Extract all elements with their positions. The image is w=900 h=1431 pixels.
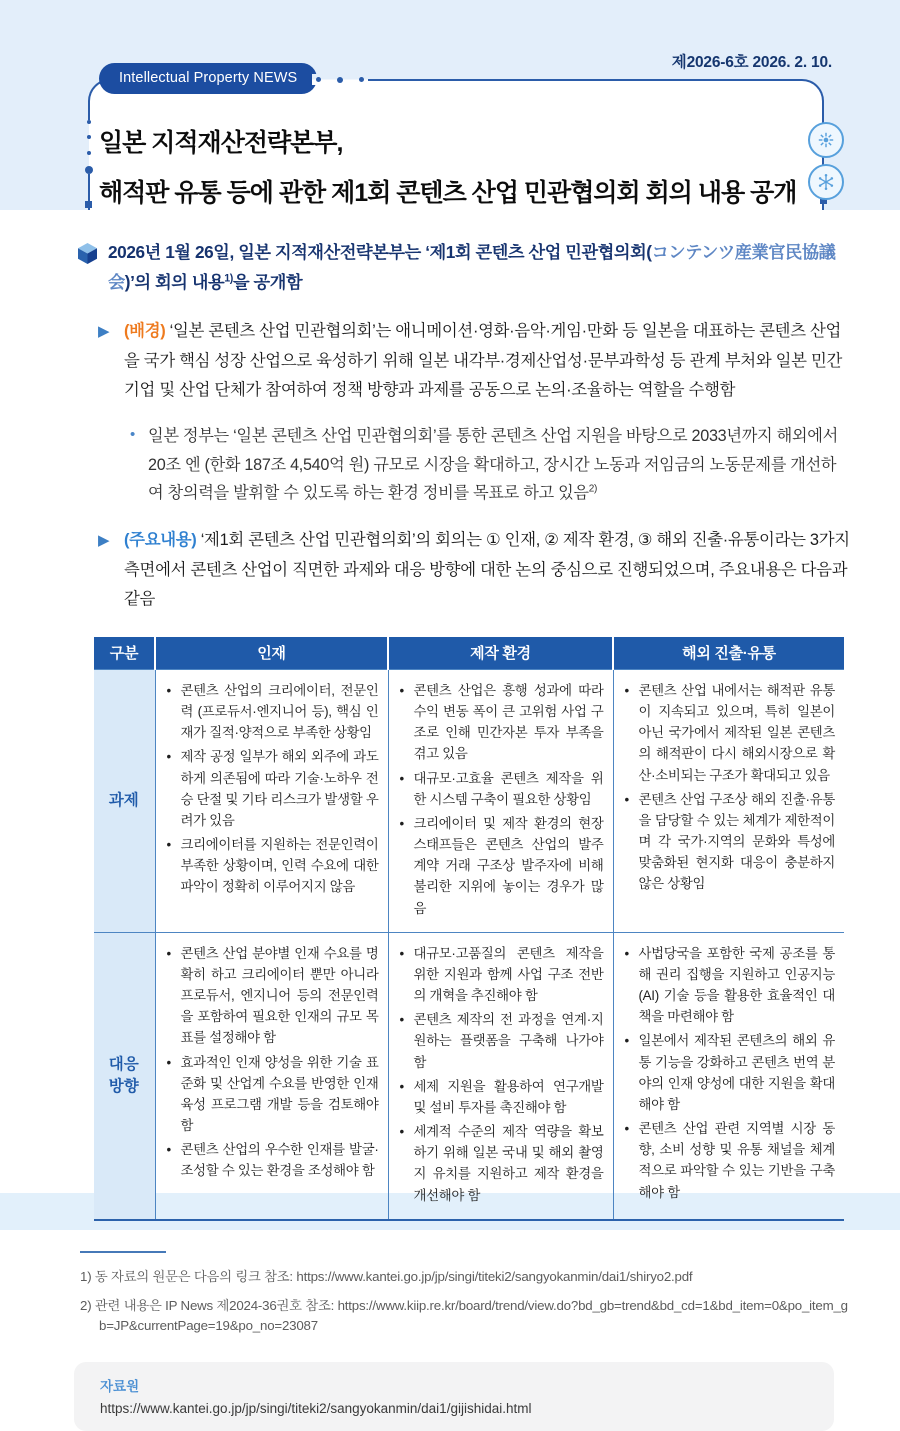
table-cell-bullet: • 세제 지원을 활용하여 연구개발 및 설비 투자를 촉진해야 함 <box>397 1076 604 1118</box>
table-cell-bullet: • 콘텐츠 제작의 전 과정을 연계·지원하는 플랫폼을 구축해 나가야 함 <box>397 1009 604 1073</box>
table-cell-bullet: • 일본에서 제작된 콘텐츠의 해외 유통 기능을 강화하고 콘텐츠 번역 분야의 인재 양성에 대한 지원을 확대해야 함 <box>622 1030 836 1115</box>
cell-responses-talent <box>155 932 388 1220</box>
footnote-2 <box>80 1296 850 1336</box>
table-cell-bullet: • 사법당국을 포함한 국제 공조를 통해 권리 집행을 지원하고 인공지능(AI) 기술 등을 활용한 효율적인 대책을 마련해야 함 <box>622 943 836 1028</box>
table-cell-bullet: • 콘텐츠 산업의 우수한 인재를 발굴·조성할 수 있는 환경을 조성해야 함 <box>164 1139 379 1181</box>
main-points-text: ‘제1회 콘텐츠 산업 민관협의회’의 회의는 ① 인재, ② 제작 환경, ③ 해외 진출·유통이라는 3가지 측면에서 콘텐츠 산업이 직면한 과제와 대응 방향에 대한 논의 중심으로 진행되었으며, 주요내용은 다음과 같음 <box>124 531 850 609</box>
background-subtext: 일본 정부는 ‘일본 콘텐츠 산업 민관협의회’를 통한 콘텐츠 산업 지원을 바탕으로 2033년까지 해외에서 20조 엔 (한화 187조 4,540억 원) 규모로 시장을 확대하고, 장시간 노동과 저임금의 노동문제를 개선하여 창의력을 발휘할 수 있도록 하는 환경 정비를 목표로 하고 있음 <box>148 426 838 503</box>
ornament-circle-sun-icon <box>808 122 844 158</box>
footnote-divider <box>80 1251 166 1253</box>
cell-challenges-overseas <box>613 669 844 932</box>
cell-challenges-talent <box>155 669 388 932</box>
background-marker: (배경) <box>124 322 166 341</box>
intro-mid: )’의 회의 내용 <box>124 271 225 292</box>
footnote-ref-2: 2) <box>588 484 598 496</box>
table-cell-bullet: • 크리에이터를 지원하는 전문인력이 부족한 상황이며, 인력 수요에 대한 파악이 정확히 이루어지지 않음 <box>164 834 379 898</box>
footnote-1-text: 1) 동 자료의 원문은 다음의 링크 참조: <box>80 1268 297 1284</box>
page-title-line2: 해적판 유통 등에 관한 제1회 콘텐츠 산업 민관협의회 회의 내용 공개 <box>99 178 797 207</box>
cell-responses-overseas <box>613 932 844 1220</box>
col-header-overseas: 해외 진출·유통 <box>613 637 844 670</box>
table-cell-bullet: • 콘텐츠 산업 구조상 해외 진출·유통을 담당할 수 있는 체계가 제한적이며 각 국가·지역의 문화와 특성에 맞춤화된 현지화 대응이 충분하지 않은 상황임 <box>622 789 836 895</box>
background-text: ‘일본 콘텐츠 산업 민관협의회’는 애니메이션·영화·음악·게임·만화 등 일본을 대표하는 콘텐츠 산업을 국가 핵심 성장 산업으로 육성하기 위해 일본 내각부·경제산업성·문부과학성 등 관계 부처와 일본 민간 기업 및 산업 단체가 참여하여 정책 방향과 과제를 공동으로 논의·조율하는 역할을 수행함 <box>124 322 843 400</box>
row-label-challenges: 과제 <box>94 669 155 932</box>
page-title-line1: 일본 지적재산전략본부, <box>99 128 343 157</box>
frame-end-cap-left <box>85 201 92 208</box>
table-cell-bullet: • 크리에이터 및 제작 환경의 현장 스태프들은 콘텐츠 산업의 발주 계약 거래 구조상 발주자에 비해 불리한 지위에 놓이는 경우가 많음 <box>397 813 604 919</box>
main-points-paragraph <box>78 526 850 615</box>
main-points-marker: (주요내용) <box>124 531 197 550</box>
table-cell-bullet: • 효과적인 인재 양성을 위한 기술 표준화 및 산업계 수요를 반영한 인재 육성 프로그램 개발 등을 검토해야 함 <box>164 1052 379 1137</box>
table-cell-bullet: • 제작 공정 일부가 해외 외주에 과도하게 의존됨에 따라 기술·노하우 전승 단절 및 기타 리스크가 발생할 우려가 있음 <box>164 746 379 831</box>
background-paragraph <box>78 317 850 406</box>
cube-bullet-icon <box>78 243 97 297</box>
table-cell-bullet: • 대규모·고품질의 콘텐츠 제작을 위한 지원과 함께 사업 구조 전반의 개혁을 추진해야 함 <box>397 943 604 1007</box>
ornament-circle-snowflake-icon <box>808 164 844 200</box>
col-header-category: 구분 <box>94 637 155 670</box>
table-header-row <box>94 637 844 670</box>
left-dot-ornament <box>85 120 93 174</box>
table-row-responses <box>94 932 844 1220</box>
source-label: 자료원 <box>100 1378 140 1394</box>
intro-post: 을 공개함 <box>232 271 303 292</box>
table-cell-bullet: • 콘텐츠 산업 내에서는 해적판 유통이 지속되고 있으며, 특히 일본이 아닌 국가에서 제작된 일본 콘텐츠의 해적판이 다시 해외시장으로 확산·소비되는 구조가 확대되고 있음 <box>622 680 836 786</box>
newsletter-badge: Intellectual Property NEWS <box>99 63 317 94</box>
table-cell-bullet: • 대규모·고효율 콘텐츠 제작을 위한 시스템 구축이 필요한 상황임 <box>397 768 604 810</box>
intro-pre: 2026년 1월 26일, 일본 지적재산전략본부는 ‘제1회 콘텐츠 산업 민관협의회( <box>108 242 652 262</box>
footnote-2-text: 2) 관련 내용은 IP News 제2024-36권호 참조: <box>80 1297 338 1313</box>
snowflake-icon <box>817 173 835 191</box>
table-cell-bullet: • 콘텐츠 산업 관련 지역별 시장 동향, 소비 성향 및 유통 채널을 체계적으로 파악할 수 있는 기반을 구축해야 함 <box>622 1118 836 1203</box>
page-title <box>99 118 796 218</box>
row-label-responses: 대응 방향 <box>94 932 155 1220</box>
intro-japanese: コンテンツ産業官民協議会 <box>108 242 836 292</box>
footnote-1-link[interactable]: https://www.kantei.go.jp/jp/singi/titeki2/sangyokanmin/dai1/shiryo2.pdf <box>296 1268 693 1284</box>
footnote-ref-1: 1) <box>224 271 233 284</box>
table-cell-bullet: • 세계적 수준의 제작 역량을 확보하기 위해 일본 국내 및 해외 촬영지 유치를 지원하고 제작 환경을 개선해야 함 <box>397 1121 604 1206</box>
footnote-1 <box>80 1267 850 1287</box>
source-link[interactable]: https://www.kantei.go.jp/jp/singi/titeki2/sangyokanmin/dai1/gijishidai.html <box>100 1400 532 1416</box>
sun-burst-icon <box>817 131 835 149</box>
intro-text <box>108 238 850 297</box>
col-header-talent: 인재 <box>155 637 388 670</box>
background-subparagraph <box>78 422 850 508</box>
content-area <box>78 238 850 1431</box>
footnote-2-link[interactable]: https://www.kiip.re.kr/board/trend/view.do?bd_gb=trend&bd_cd=1&bd_item=0&po_item_gb=JP&currentPage=19&po_no=23087 <box>99 1297 848 1333</box>
intro-paragraph <box>78 238 850 297</box>
dash-dot-ornament <box>312 74 368 85</box>
cell-challenges-production <box>388 669 613 932</box>
table-cell-bullet: • 콘텐츠 산업은 흥행 성과에 따라 수익 변동 폭이 큰 고위험 사업 구조로 인해 민간자본 투자 부족을 겪고 있음 <box>397 680 604 765</box>
col-header-production: 제작 환경 <box>388 637 613 670</box>
summary-table <box>94 637 844 1221</box>
table-cell-bullet: • 콘텐츠 산업의 크리에이터, 전문인력 (프로듀서·엔지니어 등), 핵심 인재가 질적·양적으로 부족한 상황임 <box>164 680 379 744</box>
dot-bullet-icon: • <box>130 425 135 443</box>
table-row-challenges <box>94 669 844 932</box>
issue-number: 제2026-6호 2026. 2. 10. <box>671 54 832 71</box>
table-cell-bullet: • 콘텐츠 산업 분야별 인재 수요를 명확히 하고 크리에이터 뿐만 아니라 프로듀서, 엔지니어 등의 전문인력을 포함하여 필요한 인재의 규모 목표를 설정해야 함 <box>164 943 379 1049</box>
cell-responses-production <box>388 932 613 1220</box>
triangle-bullet-icon: ▶ <box>98 532 110 550</box>
triangle-bullet-icon: ▶ <box>98 323 110 341</box>
source-box <box>74 1362 834 1431</box>
